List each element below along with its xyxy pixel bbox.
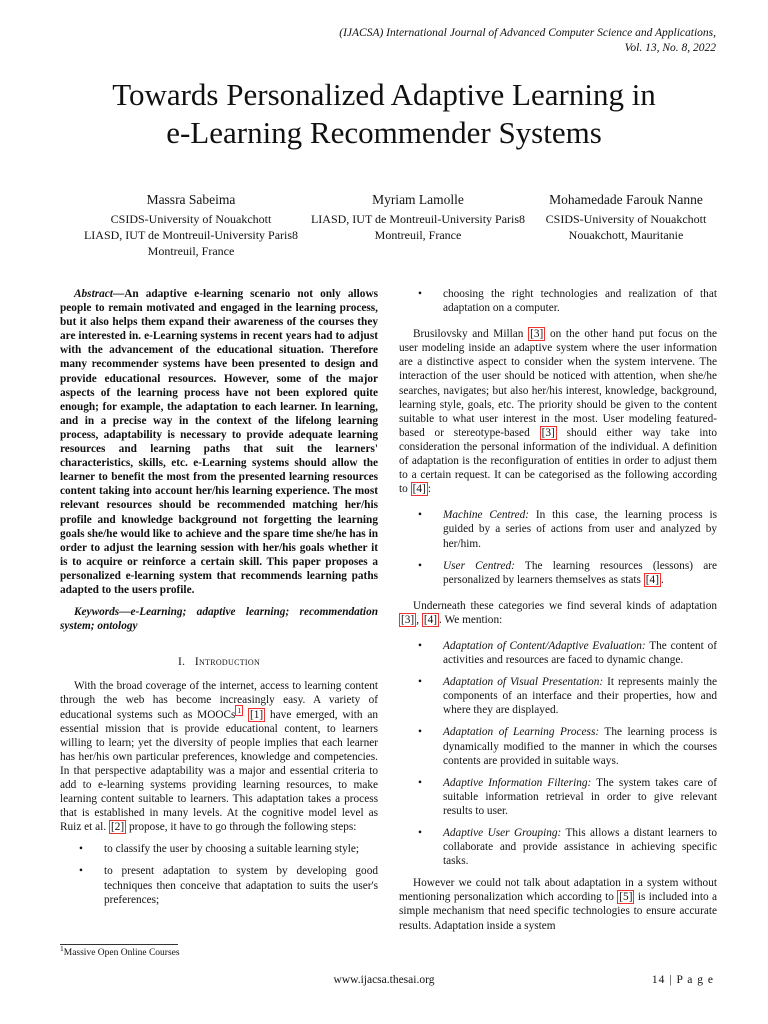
citation-link[interactable]: [4] — [412, 483, 426, 496]
bullet-icon: • — [418, 288, 422, 300]
list-item-term: Adaptation of Learning Process: — [443, 726, 600, 739]
footnote-number: 1 — [60, 943, 64, 953]
list-item-term: Adaptation of Content/Adaptive Evaluation: — [443, 639, 646, 652]
bullet-icon: • — [418, 509, 422, 522]
author-affiliation: CSIDS-University of Nouakchott — [110, 212, 272, 226]
list-item — [399, 559, 717, 587]
list-item-text: This allows a distant learners to collaborate and provide assistance in achieving specific tasks. — [443, 827, 717, 868]
body-text: , — [416, 613, 422, 626]
list-item-term: Adaptive User Grouping: — [443, 827, 562, 839]
author-name: Myriam Lamolle — [372, 192, 464, 207]
categories-list — [399, 508, 717, 586]
list-item-text: It represents mainly the components of an interface and their properties, how and where they are displayed. — [443, 676, 717, 717]
list-item-text: to present adaptation to system by developing good techniques then conceive that adaptation to suits the user's preferences; — [104, 865, 378, 906]
body-paragraph — [399, 327, 717, 496]
citation-link[interactable]: [3] — [401, 613, 415, 626]
citation-link[interactable]: [3] — [530, 328, 544, 341]
list-item — [399, 776, 717, 818]
bullet-icon: • — [79, 865, 83, 878]
intro-text: With the broad coverage of the internet, access to learning content through the web has become increasingly easy. A variety of educational systems such as MOOCs — [60, 680, 378, 721]
bullet-icon: • — [418, 676, 422, 689]
list-item-text: . — [660, 573, 664, 586]
list-item-text: The learning resources (lessons) are personalized by learners themselves as stats — [443, 559, 717, 586]
list-item-term: Adaptation of Visual Presentation: — [443, 676, 604, 689]
intro-text: have emerged, with an essential mission that is provide educational content, to learners willing to learn; yet the diversity of people implies that each learner has her/his own particular preferences, knowledge and competencies. In that perspective adaptability was a major and essential criteria to add to e-learning systems providing learning resources, to make learning content suitable to learners. This adaptation takes a process that is established in many levels. At the cognitive model level as Ruiz et al. — [60, 708, 378, 834]
journal-name: (IJACSA) International Journal of Advanced Computer Science and Applications, — [339, 27, 716, 39]
steps-list — [60, 842, 378, 906]
bullet-icon: • — [418, 639, 422, 652]
list-item — [399, 725, 717, 767]
footnote-text: Massive Open Online Courses — [63, 948, 180, 958]
list-item-term: Machine Centred: — [443, 509, 530, 522]
body-text: is included into a simple mechanism that need specific technologies to ensure accurate results. Adaptation inside a system — [399, 891, 717, 932]
list-item-text: to classify the user by choosing a suitable learning style; — [104, 843, 360, 856]
bullet-icon: • — [418, 776, 422, 789]
list-item — [60, 864, 378, 906]
left-column — [60, 287, 378, 915]
author-affiliation: Montreuil, France — [374, 228, 462, 242]
title-line-1: Towards Personalized Adaptive Learning in — [112, 77, 656, 112]
citation-link[interactable]: [4] — [423, 613, 438, 626]
adaptation-kinds-list — [399, 639, 717, 868]
section-title: Introduction — [194, 656, 261, 669]
list-item-text: In this case, the learning process is guided by a series of actions from user and analyzed by her/him. — [443, 509, 717, 550]
author-affiliation: Nouakchott, Mauritanie — [568, 228, 684, 242]
author-3 — [536, 192, 716, 243]
body-paragraph — [399, 876, 717, 932]
title-line-2: e-Learning Recommender Systems — [166, 115, 602, 150]
citation-link[interactable]: [5] — [619, 891, 633, 904]
list-item — [399, 287, 717, 315]
author-2 — [300, 192, 536, 243]
footnote-marker-link[interactable]: 1 — [237, 705, 242, 715]
footnote-divider — [60, 944, 178, 945]
author-name: Massra Sabeima — [146, 192, 236, 207]
journal-header — [339, 26, 716, 56]
footer-url: www.ijacsa.thesai.org — [333, 974, 435, 986]
citation-link[interactable]: [4] — [645, 573, 659, 586]
list-item-text: The system takes care of suitable information retrieval in order to give relevant results to user. — [443, 776, 717, 817]
footnote — [60, 943, 180, 958]
section-heading — [60, 655, 378, 669]
abstract — [60, 287, 378, 597]
list-item-text: The learning process is dynamically modified to the manner in which the courses contents are provided in suitable ways. — [443, 726, 717, 767]
author-affiliation: CSIDS-University of Nouakchott — [545, 212, 707, 226]
body-text: on the other hand put focus on the user modeling inside an adaptive system where the user information are a distinctive aspect to consider when the system intervene. The interaction of the user should be noticed with attention, when she/he searches, navigates; but also her/his interest, knowledge, background, learning style, goals, etc. The priority should be given to the content suitable to what user interest in the most. User modeling featured-based or stereotype-based — [399, 328, 717, 439]
right-column — [399, 287, 717, 933]
list-item — [399, 826, 717, 868]
body-text: Underneath these categories we find several kinds of adaptation — [413, 599, 717, 612]
list-item — [399, 508, 717, 550]
steps-list-continued — [399, 287, 717, 315]
list-item-text: The content of activities and resources are faced to dynamic change. — [443, 639, 717, 667]
author-name: Mohamedade Farouk Nanne — [549, 192, 703, 207]
citation-link[interactable]: [1] — [250, 708, 264, 721]
bullet-icon: • — [418, 559, 422, 572]
abstract-text: —An adaptive e-learning scenario not only allows people to remain motivated and engaged in the learning process, but it also helps them expand their awareness of the courses they are interested in. e-Learning systems in recent years had to adjust with the advancement of the educational situation. Therefore many recommender systems have been presented to design and provide educational resources. However, some of the major aspects of the learning process have not been explored quite enough; for example, the adaptation to each learner. In learning, and in a precise way in the context of the lifelong learning process, adaptability is necessary to provide adequate learning resources and learning paths that suit the learners' characteristics, skills, etc. e-Learning systems should allow the learner to benefit the most from the presented learning resources content taking into account her/his learning experience. The most relevant resources should be recommended matching her/his profile and knowledge background not forgetting the learning goals she/he would like to achieve and the spare time she/he has in order to adjust the learning session with her/his goals whether it is to acquire or reinforce a certain skill. This paper proposes a personalized e-learning system that recommends learning paths adapted to the users profile. — [60, 288, 378, 596]
author-affiliation: LIASD, IUT de Montreuil-University Paris8 — [310, 212, 526, 226]
bullet-icon: • — [418, 827, 422, 839]
author-1 — [60, 192, 322, 259]
body-text: : — [427, 483, 431, 496]
intro-paragraph — [60, 679, 378, 834]
list-item — [399, 639, 717, 667]
intro-text: propose, it have to go through the following steps: — [126, 821, 357, 834]
abstract-label: Abstract — [74, 288, 113, 300]
body-text: should either way take into consideration the personal information of the individual. A definition of adaptation is the reconfiguration of entities in order to adjust them to a certain request. It can be categorised as the following according to — [399, 426, 717, 496]
citation-link[interactable]: [3] — [541, 426, 555, 439]
paper-title — [0, 76, 768, 152]
journal-volume: Vol. 13, No. 8, 2022 — [624, 42, 716, 54]
bullet-icon: • — [79, 843, 83, 856]
page-number: 14 | P a g e — [651, 974, 714, 986]
section-number: I. — [177, 656, 186, 669]
body-text: . We mention: — [439, 613, 503, 626]
list-item-text: choosing the right technologies and realization of that adaptation on a computer. — [443, 288, 717, 315]
body-text: However we could not talk about adaptation in a system without mentioning personalization which according to — [399, 877, 717, 904]
list-item — [60, 842, 378, 856]
keywords: Keywords—e-Learning; adaptive learning; recommendation system; ontology — [60, 606, 378, 633]
list-item-term: User Centred: — [443, 559, 515, 572]
citation-link[interactable]: [2] — [110, 821, 125, 834]
list-item — [399, 675, 717, 717]
author-affiliation: Montreuil, France — [147, 244, 235, 258]
list-item-term: Adaptive Information Filtering: — [443, 776, 592, 789]
body-paragraph — [399, 599, 717, 627]
bullet-icon: • — [418, 726, 422, 739]
author-affiliation: LIASD, IUT de Montreuil-University Paris8 — [83, 228, 299, 242]
body-text: Brusilovsky and Millan — [413, 328, 529, 341]
